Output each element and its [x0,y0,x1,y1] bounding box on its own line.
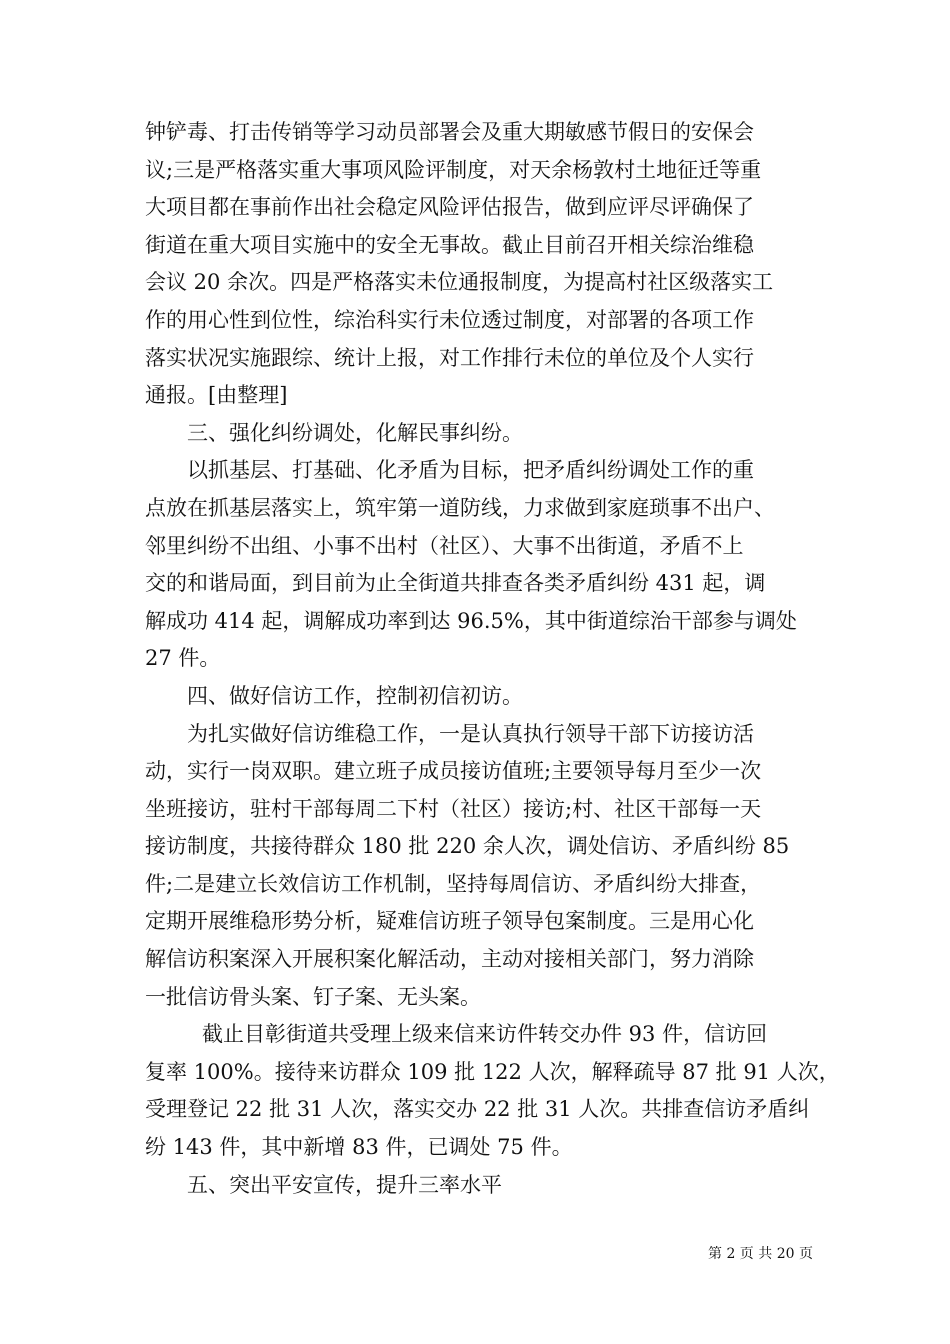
text-line: 27 件。 [145,646,221,671]
text-line: 邻里纠纷不出组、小事不出村（社区）、大事不出街道，矛盾不上 [145,533,744,558]
text-line: 议;三是严格落实重大事项风险评制度，对天余杨敦村土地征迁等重 [145,157,762,182]
text-line: 大项目都在事前作出社会稳定风险评估报告，做到应评尽评确保了 [145,195,754,220]
text-line: 件;二是建立长效信访工作机制，坚持每周信访、矛盾纠纷大排查， [145,871,762,896]
text-line: 一批信访骨头案、钉子案、无头案。 [145,984,481,1009]
document-body [145,114,840,1204]
text-line: 交的和谐局面，到目前为止全街道共排查各类矛盾纠纷 431 起，调 [145,571,766,596]
section-heading: 四、做好信访工作，控制初信初访。 [187,683,523,708]
text-line: 会议 20 余次。四是严格落实未位通报制度，为提高村社区级落实工 [145,270,774,295]
text-line: 复率 100%。接待来访群众 109 批 122 人次，解释疏导 87 批 91 人次， [145,1059,840,1084]
section-heading: 五、突出平安宣传，提升三率水平 [187,1172,502,1197]
text-line: 落实状况实施跟综、统计上报，对工作排行未位的单位及个人实行 [145,345,754,370]
text-line: 坐班接访，驻村干部每周二下村（社区）接访;村、社区干部每一天 [145,796,762,821]
text-line: 街道在重大项目实施中的安全无事故。截止目前召开相关综治维稳 [145,232,754,257]
paragraph-first-line: 以抓基层、打基础、化矛盾为目标，把矛盾纠纷调处工作的重 [187,458,754,483]
text-line: 点放在抓基层落实上，筑牢第一道防线，力求做到家庭琐事不出户、 [145,495,775,520]
text-line: 纷 143 件，其中新增 83 件，已调处 75 件。 [145,1135,573,1160]
text-line: 动，实行一岗双职。建立班子成员接访值班;主要领导每月至少一次 [145,759,762,784]
text-line: 受理登记 22 批 31 人次，落实交办 22 批 31 人次。共排查信访矛盾纠 [145,1097,810,1122]
text-line: 作的用心性到位性，综治科实行未位透过制度，对部署的各项工作 [145,307,754,332]
text-line: 接访制度，共接待群众 180 批 220 余人次，调处信访、矛盾纠纷 85 [145,834,790,859]
paragraph-first-line: 为扎实做好信访维稳工作，一是认真执行领导干部下访接访活 [187,721,754,746]
section-heading: 三、强化纠纷调处，化解民事纠纷。 [187,420,523,445]
page-number: 第 2 页 共 20 页 [708,1246,813,1262]
paragraph-first-line: 截止目彰街道共受理上级来信来访件转交办件 93 件，信访回 [202,1022,768,1047]
text-line: 解信访积案深入开展积案化解活动，主动对接相关部门，努力消除 [145,947,754,972]
text-line: 通报。[由整理] [145,383,288,408]
text-line: 解成功 414 起，调解成功率到达 96.5%，其中街道综治干部参与调处 [145,608,797,633]
text-line: 定期开展维稳形势分析，疑难信访班子领导包案制度。三是用心化 [145,909,754,934]
text-line: 钟铲毒、打击传销等学习动员部署会及重大期敏感节假日的安保会 [145,120,754,144]
